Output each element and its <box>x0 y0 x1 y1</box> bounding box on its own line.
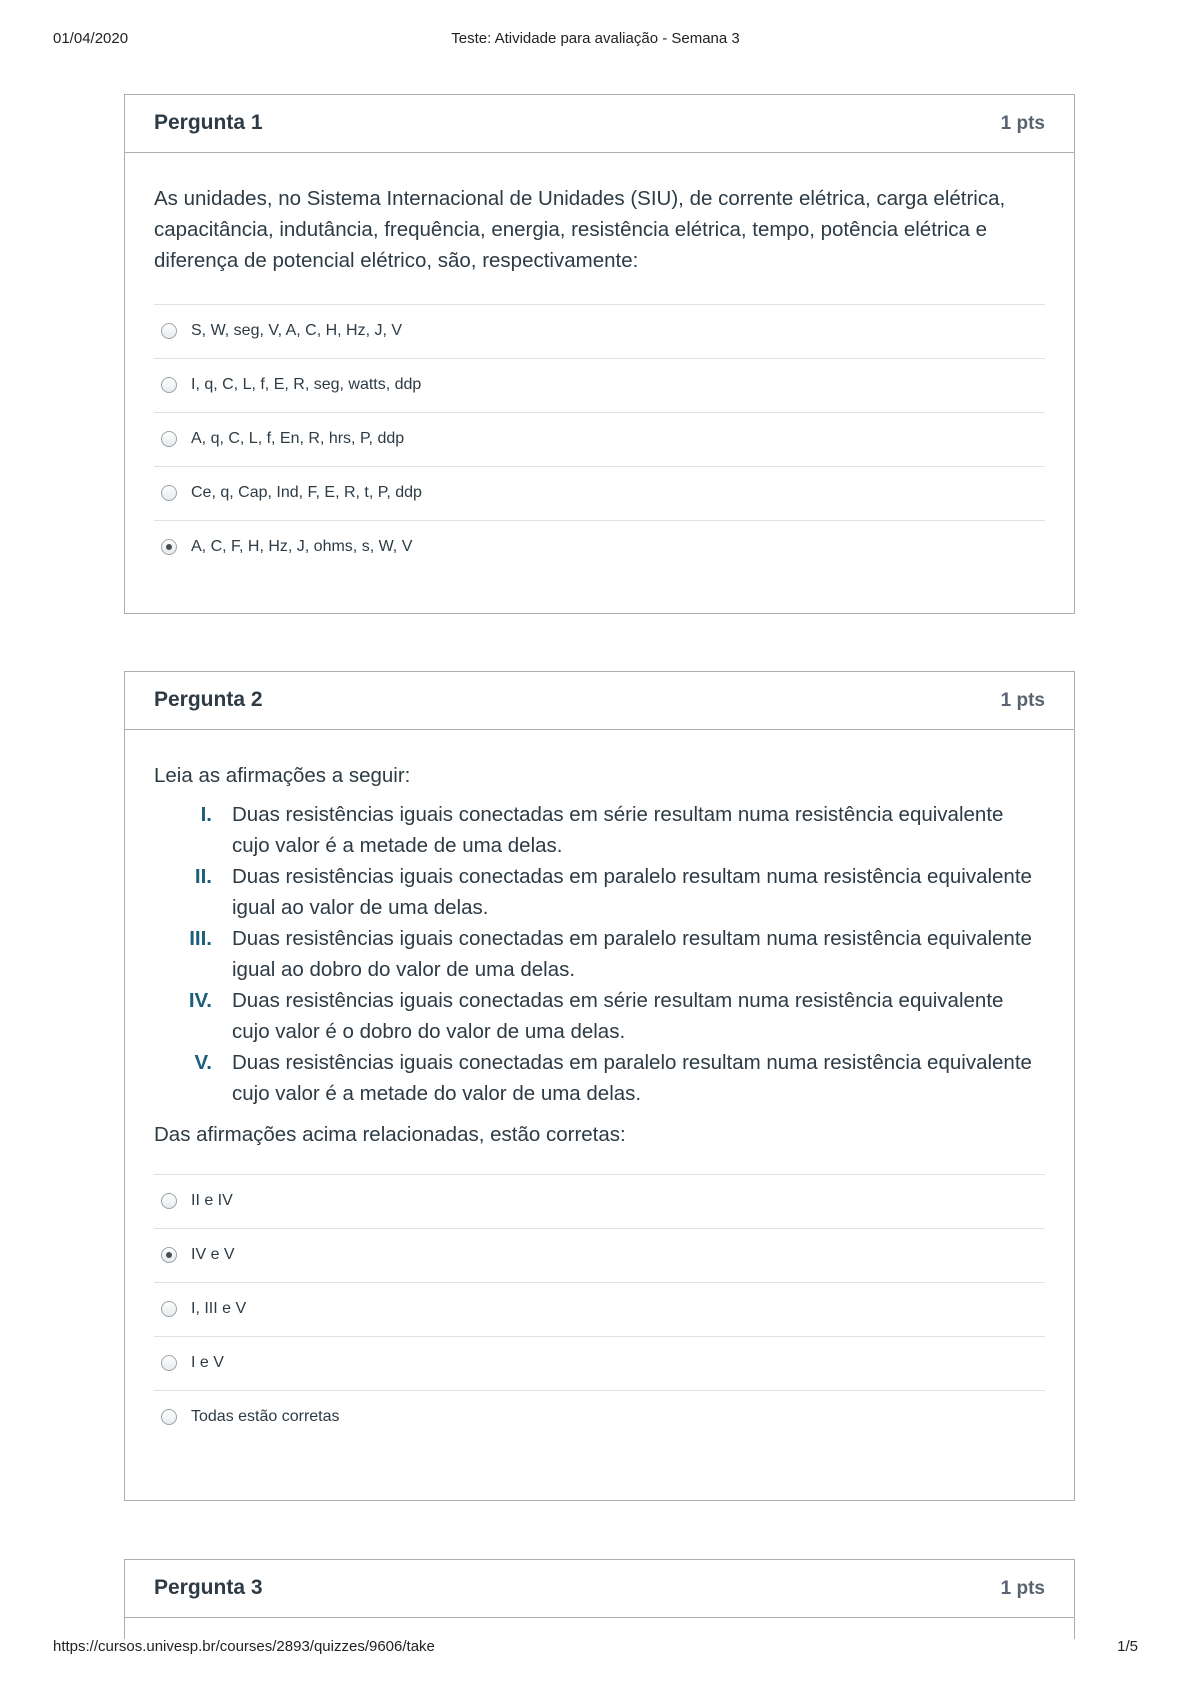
radio-button[interactable] <box>161 1355 177 1371</box>
answer-option[interactable] <box>154 1175 1045 1229</box>
radio-button[interactable] <box>161 377 177 393</box>
answer-label[interactable]: I, q, C, L, f, E, R, seg, watts, ddp <box>191 376 422 393</box>
radio-button[interactable] <box>161 539 177 555</box>
print-date: 01/04/2020 <box>53 30 129 47</box>
question-header <box>125 95 1074 153</box>
answer-option[interactable] <box>154 413 1045 467</box>
statement-numeral: I. <box>200 803 212 826</box>
statement-text: Duas resistências iguais conectadas em série resultam numa resistência equivalente cujo valor é a metade de uma delas. <box>232 803 1004 857</box>
statement-numeral: III. <box>189 927 212 950</box>
statement-item <box>154 1047 1045 1109</box>
answer-option[interactable] <box>154 467 1045 521</box>
answer-list <box>154 304 1045 575</box>
answer-option[interactable] <box>154 1229 1045 1283</box>
radio-button[interactable] <box>161 323 177 339</box>
question-header <box>125 672 1074 730</box>
answer-label[interactable]: Todas estão corretas <box>191 1408 340 1425</box>
answer-option[interactable] <box>154 359 1045 413</box>
radio-button[interactable] <box>161 1193 177 1209</box>
question-2 <box>124 671 1075 1501</box>
radio-button[interactable] <box>161 1247 177 1263</box>
question-title: Pergunta 3 <box>154 1576 263 1599</box>
question-points: 1 pts <box>1000 1578 1045 1599</box>
answer-list <box>154 1174 1045 1445</box>
print-page-number: 1/5 <box>1117 1638 1138 1655</box>
answer-label[interactable]: IV e V <box>191 1246 235 1263</box>
answer-option[interactable] <box>154 305 1045 359</box>
question-stem: As unidades, no Sistema Internacional de Unidades (SIU), de corrente elétrica, carga elétrica, capacitância, indutância, frequência, energia, resistência elétrica, tempo, potência elétrica e diferença de potencial elétrico, são, respectivamente: <box>154 187 1006 272</box>
answer-option[interactable] <box>154 521 1045 575</box>
statement-text: Duas resistências iguais conectadas em paralelo resultam numa resistência equivalente cujo valor é a metade do valor de uma delas. <box>232 1051 1032 1105</box>
answer-label[interactable]: I, III e V <box>191 1300 247 1317</box>
answer-label[interactable]: A, q, C, L, f, En, R, hrs, P, ddp <box>191 430 405 447</box>
answer-option[interactable] <box>154 1283 1045 1337</box>
statement-numeral: V. <box>194 1051 212 1074</box>
question-title: Pergunta 1 <box>154 111 263 134</box>
question-closing: Das afirmações acima relacionadas, estão corretas: <box>154 1123 626 1146</box>
question-1 <box>124 94 1075 614</box>
statement-item <box>154 861 1045 923</box>
question-points: 1 pts <box>1000 690 1045 711</box>
statement-item <box>154 985 1045 1047</box>
radio-button[interactable] <box>161 1301 177 1317</box>
answer-label[interactable]: Ce, q, Cap, Ind, F, E, R, t, P, ddp <box>191 484 422 501</box>
statement-numeral: IV. <box>188 989 212 1012</box>
answer-label[interactable]: S, W, seg, V, A, C, H, Hz, J, V <box>191 322 403 339</box>
statement-item <box>154 799 1045 861</box>
radio-button[interactable] <box>161 485 177 501</box>
question-points: 1 pts <box>1000 113 1045 134</box>
answer-label[interactable]: I e V <box>191 1354 224 1371</box>
statement-list <box>154 799 1045 1109</box>
statement-text: Duas resistências iguais conectadas em série resultam numa resistência equivalente cujo valor é o dobro do valor de uma delas. <box>232 989 1004 1043</box>
question-body <box>125 153 1074 575</box>
question-body <box>125 730 1074 1445</box>
question-title: Pergunta 2 <box>154 688 263 711</box>
print-header <box>0 30 1191 50</box>
print-url: https://cursos.univesp.br/courses/2893/quizzes/9606/take <box>53 1638 435 1655</box>
statement-item <box>154 923 1045 985</box>
question-header <box>125 1560 1074 1618</box>
question-3 <box>124 1559 1075 1639</box>
answer-label[interactable]: II e IV <box>191 1192 233 1209</box>
statement-numeral: II. <box>194 865 212 888</box>
print-footer <box>0 1638 1191 1658</box>
answer-option[interactable] <box>154 1391 1045 1445</box>
statement-text: Duas resistências iguais conectadas em paralelo resultam numa resistência equivalente igual ao dobro do valor de uma delas. <box>232 927 1032 981</box>
radio-button[interactable] <box>161 431 177 447</box>
answer-option[interactable] <box>154 1337 1045 1391</box>
print-document-title: Teste: Atividade para avaliação - Semana 3 <box>451 30 740 47</box>
radio-button[interactable] <box>161 1409 177 1425</box>
statement-text: Duas resistências iguais conectadas em paralelo resultam numa resistência equivalente igual ao valor de uma delas. <box>232 865 1032 919</box>
answer-label[interactable]: A, C, F, H, Hz, J, ohms, s, W, V <box>191 538 413 555</box>
question-intro: Leia as afirmações a seguir: <box>154 764 411 787</box>
